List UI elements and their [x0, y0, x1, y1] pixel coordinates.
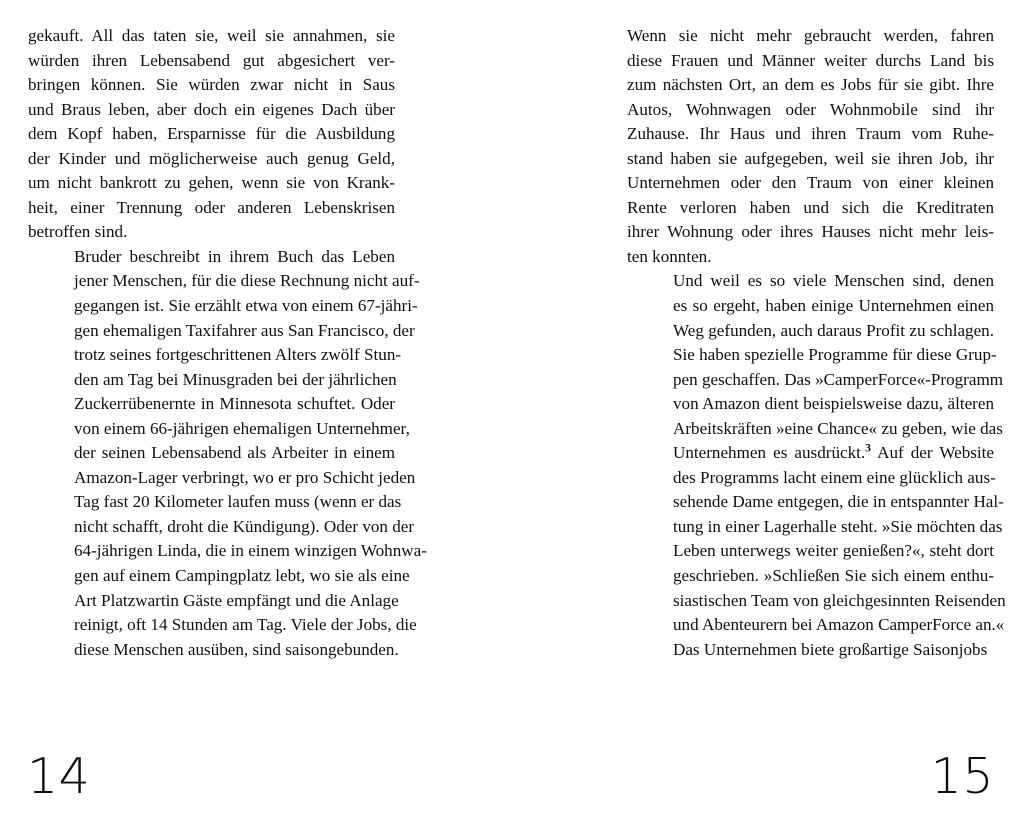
- text-line: pen geschaffen. Das »CamperForce«-Programm: [673, 369, 1004, 389]
- text-line: gegangen ist. Sie erzählt etwa von einem 67-jähri-: [74, 296, 418, 316]
- text-line: Amazon-Lager verbringt, wo er pro Schicht jeden: [74, 467, 416, 487]
- text-line: tung in einer Lagerhalle steht. »Sie möchten das: [673, 516, 1003, 536]
- text-line: diese Menschen ausüben, sind saisongebunden.: [74, 639, 399, 659]
- right-page-text-column: [627, 24, 1006, 662]
- page-number-left: 14: [27, 748, 91, 805]
- text-line: und Abenteurern bei Amazon CamperForce an.«: [673, 615, 1005, 635]
- paragraph-continued: [28, 24, 395, 245]
- text-line: stand haben sie aufgegeben, weil sie ihren Job, ihr: [627, 148, 994, 168]
- text-line: gen ehemaligen Taxifahrer aus San Francisco, der: [74, 320, 415, 340]
- text-line: heit, einer Trennung oder anderen Lebenskrisen: [28, 197, 395, 217]
- text-line: siastischen Team von gleichgesinnten Reisenden: [673, 590, 1006, 610]
- text-line: um nicht bankrott zu gehen, wenn sie von Krank-: [28, 173, 395, 193]
- text-line: von einem 66-jährigen ehemaligen Unternehmer,: [74, 418, 410, 438]
- text-line: ihrer Wohnung oder ihres Hauses nicht mehr leis-: [627, 222, 994, 242]
- footnote-sentence-tail: Auf der Website: [870, 443, 994, 463]
- text-line: Das Unternehmen biete großartige Saisonjobs: [673, 639, 988, 659]
- text-line: gekauft. All das taten sie, weil sie annahmen, sie: [28, 26, 395, 45]
- text-line: Zuckerrübenernte in Minnesota schuftet. Oder: [74, 394, 395, 414]
- text-line: Leben unterwegs weiter genießen?«, steht dort: [673, 541, 994, 561]
- text-line: es so ergeht, haben einige Unternehmen einen: [673, 296, 994, 316]
- text-line: geschrieben. »Schließen Sie sich einem enthu-: [673, 566, 994, 586]
- text-line: und Braus leben, aber doch ein eigenes Dach über: [28, 99, 395, 119]
- text-line: Tag fast 20 Kilometer laufen muss (wenn er das: [74, 492, 402, 512]
- text-line: Art Platzwartin Gäste empfängt und die Anlage: [74, 590, 399, 610]
- text-line: von Amazon dient beispielsweise dazu, älteren: [673, 394, 994, 414]
- text-line: der Kinder und möglicherweise auch genug Geld,: [28, 148, 395, 168]
- text-line: Zuhause. Ihr Haus und ihren Traum vom Ruhe-: [627, 124, 994, 144]
- text-line: Arbeitskräften »eine Chance« zu geben, wie das: [673, 418, 1003, 438]
- text-line: Sie haben spezielle Programme für diese Grup-: [673, 345, 997, 365]
- text-line: jener Menschen, für die diese Rechnung nicht auf-: [74, 271, 420, 291]
- text-line: den am Tag bei Minusgraden bei der jährlichen: [74, 369, 397, 389]
- text-line: reinigt, oft 14 Stunden am Tag. Viele der Jobs, die: [74, 615, 417, 635]
- text-line: sehende Dame entgegen, die in entspannter Hal-: [673, 492, 1004, 512]
- text-line: Rente verloren haben und sich die Kreditraten: [627, 197, 994, 217]
- text-line: dem Kopf haben, Ersparnisse für die Ausbildung: [28, 124, 395, 144]
- text-line: gen auf einem Campingplatz lebt, wo sie als eine: [74, 566, 410, 586]
- text-line: nicht schafft, droht die Kündigung). Oder von der: [74, 516, 415, 536]
- paragraph-bruder: [28, 245, 427, 662]
- text-line: zum nächsten Ort, an dem es Jobs für sie gibt. Ihre: [627, 75, 994, 95]
- paragraph-camperforce: [627, 269, 1006, 662]
- text-line: Bruder beschreibt in ihrem Buch das Leben: [74, 246, 395, 266]
- left-page-text-column: [28, 24, 427, 662]
- text-line: der seinen Lebensabend als Arbeiter in einem: [74, 443, 395, 463]
- text-line: Autos, Wohnwagen oder Wohnmobile sind ihr: [627, 99, 994, 119]
- text-line: trotz seines fortgeschrittenen Alters zwölf Stun-: [74, 345, 402, 365]
- text-line: 64-jährigen Linda, die in einem winzigen Wohnwa-: [74, 541, 427, 561]
- text-line-with-footnote-marker: [627, 441, 994, 466]
- text-line: würden ihren Lebensabend gut abgesichert ver-: [28, 50, 395, 70]
- paragraph-wenn-sie: [627, 24, 994, 269]
- page-number-right: 15: [930, 748, 994, 805]
- footnote-marker[interactable]: 3: [865, 441, 871, 455]
- text-line: ten konnten.: [627, 246, 712, 266]
- text-line: Weg gefunden, auch daraus Profit zu schlagen.: [673, 320, 994, 340]
- text-line: Unternehmen oder den Traum von einer kleinen: [627, 173, 994, 193]
- text-line: bringen können. Sie würden zwar nicht in Saus: [28, 75, 395, 95]
- footnote-sentence: Unternehmen es ausdrückt.: [673, 443, 866, 463]
- text-line: betroffen sind.: [28, 222, 128, 242]
- text-line: des Programms lacht einem eine glücklich aus-: [673, 467, 996, 487]
- text-line: diese Frauen und Männer weiter durchs Land bis: [627, 50, 994, 70]
- text-line: Wenn sie nicht mehr gebraucht werden, fahren: [627, 26, 994, 45]
- text-line: Und weil es so viele Menschen sind, denen: [673, 271, 994, 291]
